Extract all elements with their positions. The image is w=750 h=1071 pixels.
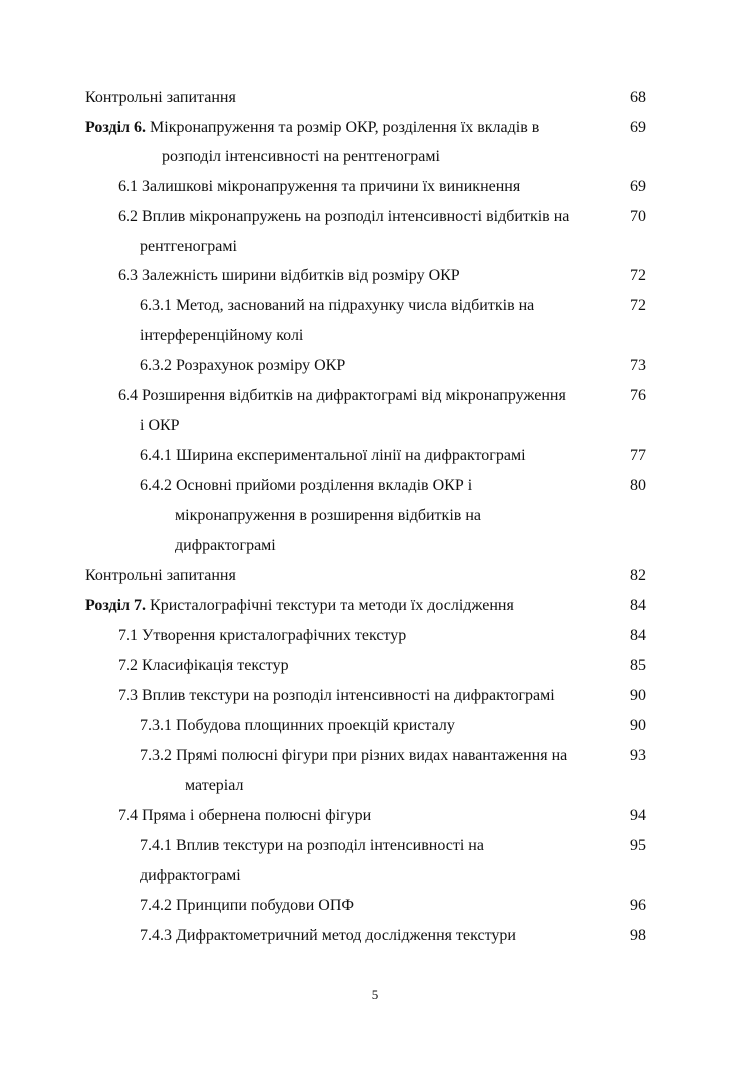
toc-entry-continuation: дифрактограмі: [140, 867, 241, 884]
toc-entry-6-3-2: 6.3.2 Розрахунок розміру ОКР: [140, 357, 346, 374]
toc-entry-7-4-2: 7.4.2 Принципи побудови ОПФ: [140, 897, 355, 914]
toc-entry-7-3: 7.3 Вплив текстури на розподіл інтенсивності на дифрактограмі: [118, 687, 555, 704]
toc-entry-6-3: 6.3 Залежність ширини відбитків від розміру ОКР: [118, 267, 460, 284]
toc-entry-7-1: 7.1 Утворення кристалографічних текстур: [118, 627, 407, 644]
page-number: 5: [371, 987, 379, 1002]
toc-entry-7-4: 7.4 Пряма і обернена полюсні фігури: [118, 807, 372, 824]
toc-entry-6-2: 6.2 Вплив мікронапружень на розподіл інтенсивності відбитків на: [118, 208, 570, 225]
toc-entry-continuation: рентгенограмі: [140, 238, 237, 255]
toc-entry-7-3-1: 7.3.1 Побудова площинних проекцій кристалу: [140, 717, 455, 734]
toc-entry-6-3-1: 6.3.1 Метод, заснований на підрахунку числа відбитків на: [140, 297, 535, 314]
toc-entry-continuation: дифрактограмі: [175, 537, 276, 554]
toc-page-number: 82: [630, 567, 646, 584]
toc-entry-6-4: 6.4 Розширення відбитків на дифрактограмі від мікронапруження: [118, 387, 566, 404]
toc-page-number: 84: [630, 597, 646, 614]
toc-page-number: 93: [630, 747, 646, 764]
toc-entry-continuation: мікронапруження в розширення відбитків на: [175, 507, 481, 524]
toc-entry-7-2: 7.2 Класифікація текстур: [118, 657, 289, 674]
toc-entry-continuation: інтерференційному колі: [140, 327, 304, 344]
toc-page-number: 69: [630, 119, 646, 136]
toc-page-number: 98: [630, 927, 646, 944]
toc-entry-7-3-2: 7.3.2 Прямі полюсні фігури при різних видах навантаження на: [140, 747, 568, 764]
toc-page-number: 69: [630, 178, 646, 195]
section-label: Розділ 6.: [85, 119, 147, 136]
toc-page-number: 80: [630, 477, 646, 494]
toc-page-number: 72: [630, 297, 646, 314]
toc-page-number: 96: [630, 897, 646, 914]
section-label: Розділ 7.: [85, 597, 147, 614]
toc-entry-7-4-3: 7.4.3 Дифрактометричний метод дослідження текстури: [140, 927, 516, 944]
toc-page-number: 72: [630, 267, 646, 284]
toc-page-number: 70: [630, 208, 646, 225]
toc-entry-section-6: [85, 118, 539, 138]
toc-entry-continuation: матеріал: [185, 777, 244, 794]
toc-entry-6-1: 6.1 Залишкові мікронапруження та причини їх виникнення: [118, 178, 521, 195]
toc-page-number: 85: [630, 657, 646, 674]
section-title: Мікронапруження та розмір ОКР, розділення їх вкладів в: [146, 119, 540, 136]
toc-page-number: 76: [630, 387, 646, 404]
toc-entry-continuation: розподіл інтенсивності на рентгенограмі: [162, 148, 440, 165]
toc-entry-control-questions-2: Контрольні запитання: [85, 567, 236, 584]
toc-entry-6-4-1: 6.4.1 Ширина експериментальної лінії на дифрактограмі: [140, 447, 526, 464]
toc-page-number: 84: [630, 627, 646, 644]
toc-page-number: 94: [630, 807, 646, 824]
section-title: Кристалографічні текстури та методи їх дослідження: [146, 597, 514, 614]
toc-page-number: 77: [630, 447, 646, 464]
toc-entry-7-4-1: 7.4.1 Вплив текстури на розподіл інтенсивності на: [140, 837, 484, 854]
toc-page-number: 90: [630, 717, 646, 734]
toc-page-number: 68: [630, 89, 646, 106]
toc-page-number: 95: [630, 837, 646, 854]
toc-entry-continuation: і ОКР: [140, 417, 180, 434]
toc-entry-section-7: [85, 596, 514, 616]
toc-page-number: 73: [630, 357, 646, 374]
toc-entry-control-questions-1: Контрольні запитання: [85, 89, 236, 106]
toc-page-number: 90: [630, 687, 646, 704]
toc-entry-6-4-2: 6.4.2 Основні прийоми розділення вкладів ОКР і: [140, 477, 473, 494]
